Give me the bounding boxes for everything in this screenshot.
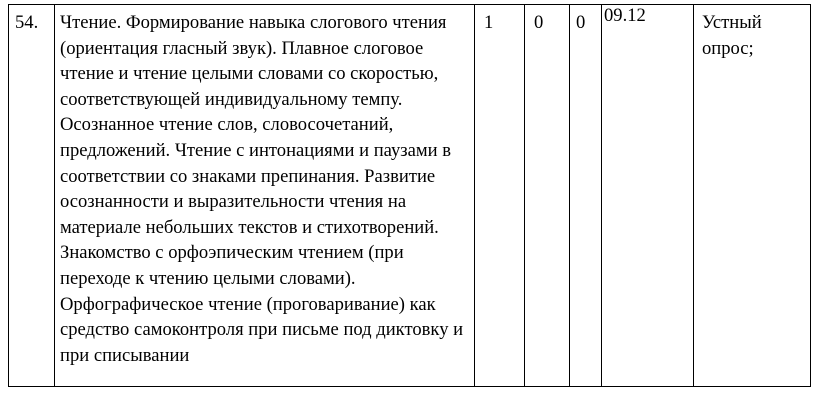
hours-total-value: 1 [484,12,494,33]
assessment-form-text: Устный опрос; [702,12,762,59]
table-row [9,5,811,387]
hours-practice-cell [570,5,602,387]
hours-practice-value: 0 [576,12,586,33]
lesson-number: 54. [15,12,39,33]
lesson-date: 09.12 [604,5,646,26]
hours-control-cell [525,5,570,387]
lesson-date-cell [602,5,694,387]
hours-total-cell [475,5,525,387]
hours-control-value: 0 [534,12,544,33]
lesson-topic-cell [55,5,475,387]
lesson-topic-text: Чтение. Формирование навыка слогового чтения (ориентация гласный звук). Плавное слоговое чтение и чтение целыми словами со скоростью, соответствующей индивидуальному темпу. Осознанное чтение слов, словосочетаний, предложений. Чтение с интонациями и паузами в соответствии со знаками препинания. Развитие осознанности и выразительности чтения на материале небольших текстов и стихотворений. Знакомство с орфоэпическим чтением (при переходе к чтению целыми словами). Орфографическое чтение (проговаривание) как средство самоконтроля при письме под диктовку и при списывании [60,12,464,366]
assessment-form-cell [694,5,811,387]
lesson-plan-table [8,4,811,387]
lesson-number-cell [9,5,55,387]
